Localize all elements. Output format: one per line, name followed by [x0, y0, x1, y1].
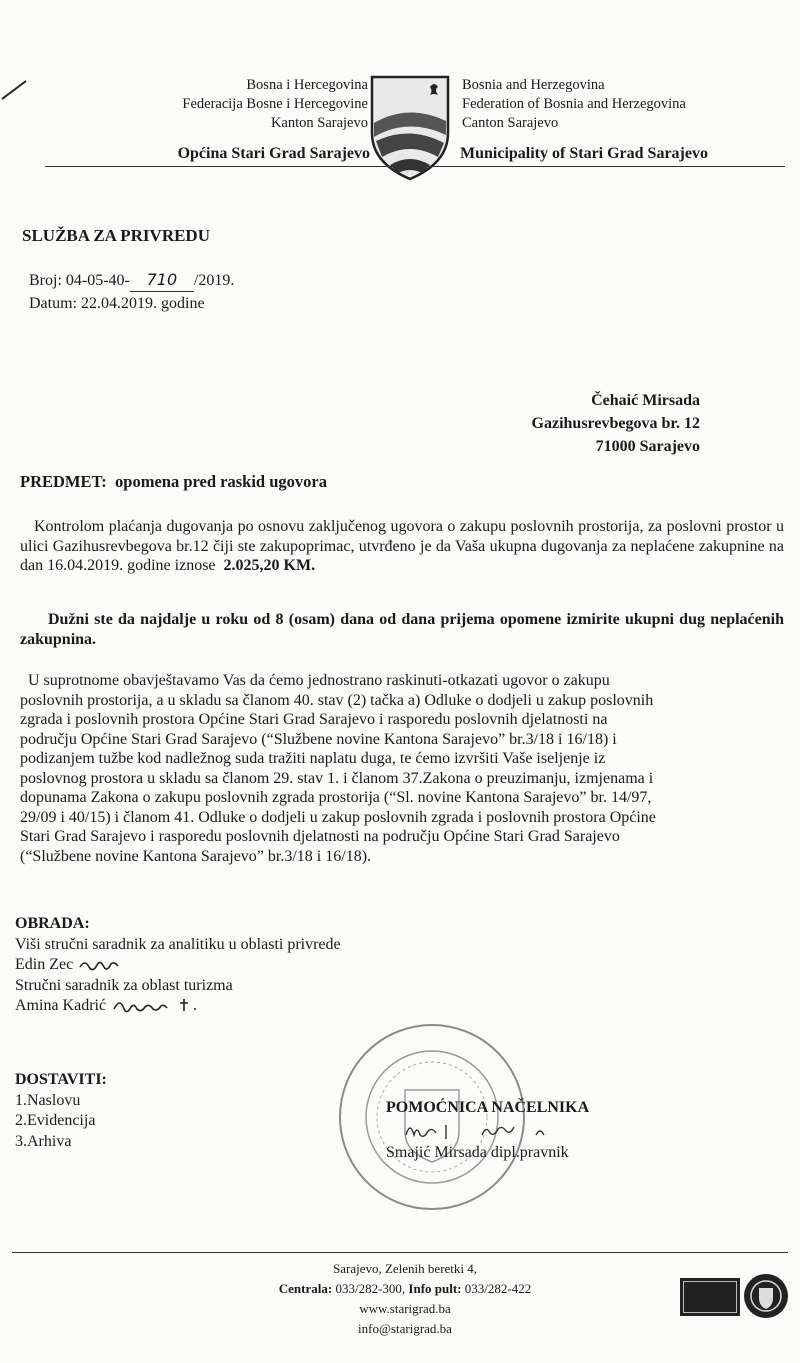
subject-label: PREDMET: [20, 472, 107, 491]
signatory-handwritten-signature [386, 1119, 596, 1141]
header-right-line: Canton Sarajevo [462, 115, 559, 131]
document-meta [29, 268, 234, 315]
signature-block [386, 1097, 596, 1164]
info-number: 033/282-422 [464, 1281, 532, 1296]
header-left-block [182, 76, 368, 133]
department-title: SLUŽBA ZA PRIVREDU [22, 226, 210, 245]
municipality-title-local: Općina Stari Grad Sarajevo [177, 145, 370, 162]
signatory-name: Smajić Mirsada dipl.pravnik [386, 1144, 569, 1161]
paragraph-line: zgrada i poslovnih prostora Općine Stari Grad Sarajevo i rasporedu poslovnih djelatnosti na [20, 711, 608, 728]
debt-amount: 2.025,20 KM. [223, 557, 316, 574]
paragraph-line: (“Službene novine Kantona Sarajevo” br.3/18 i 16/18). [20, 847, 372, 865]
footer-contacts [240, 1259, 570, 1339]
paragraph-line: Stari Grad Sarajevo i rasporedu poslovnih djelatnosti na području Općine Stari Grad Sarajevo [20, 828, 620, 845]
paragraph-debt-statement [20, 517, 784, 576]
prepared-by-title: OBRADA: [15, 915, 90, 932]
header-divider [45, 166, 785, 167]
footer-website: www.starigrad.ba [359, 1301, 451, 1316]
preparer-name: Edin Zec [15, 956, 74, 973]
header-right-line: Bosnia and Herzegovina [462, 77, 605, 93]
header-right-line: Federation of Bosnia and Herzegovina [462, 96, 686, 112]
prepared-by-block [15, 914, 341, 1017]
paragraph-line: U suprotnome obavještavamo Vas da ćemo jednostrano raskinuti-otkazati ugovor o zakupu [28, 672, 610, 689]
header-left-line: Federacija Bosne i Hercegovine [182, 96, 368, 112]
reference-number [29, 268, 234, 292]
distribution-item: 3.Arhiva [15, 1132, 72, 1150]
prepared-by-line [15, 955, 341, 976]
distribution-block [15, 1070, 107, 1152]
header-right-block [462, 76, 686, 133]
paragraph-line: poslovnog prostora u skladu sa članom 29. stav 1. i članom 37.Zakona o preuzimanju, izmjenama i [20, 769, 654, 787]
recipient-street: Gazihusrevbegova br. 12 [531, 415, 700, 432]
handwritten-initials [77, 958, 121, 972]
prepared-by-line: Stručni saradnik za oblast turizma [15, 976, 233, 994]
subject-line [20, 472, 327, 492]
paragraph-line: podizanjem tužbe kod nadležnog suda tražiti naplatu duga, te ćemo izvršiti Vaše iseljenje iz [20, 750, 606, 767]
distribution-item: 2.Evidencija [15, 1112, 96, 1129]
distribution-title: DOSTAVITI: [15, 1071, 107, 1088]
paragraph-line: dopunama Zakona o zakupu poslovnih zgrada prostorija (“Sl. novine Kantona Sarajevo” br. 14/97, [20, 789, 652, 806]
paragraph-debt-text: Kontrolom plaćanja dugovanja po osnovu zaključenog ugovora o zakupu poslovnih prostorija, za poslovni prostor u ulici Gazihusrevbegova br.12 čiji ste zakupoprimac, utvrđeno je da Vaša ukupna dugovanja za neplaćene zakupnine na dan 16.04.2019. godine iznose [20, 518, 784, 574]
paragraph-line: području Općine Stari Grad Sarajevo (“Službene novine Kantona Sarajevo” br.3/18 i 16/18) i [20, 730, 617, 748]
paragraph-line: 29/09 i 40/15) i članom 41. Odluke o dodjeli u zakup poslovnih zgrada i poslovnih prostora Općine [20, 808, 656, 826]
subject-text: opomena pred raskid ugovora [115, 472, 327, 491]
signatory-title: POMOĆNICA NAČELNIKA [386, 1099, 590, 1116]
footer-address: Sarajevo, Zelenih beretki 4, [332, 1261, 478, 1276]
municipality-title-english: Municipality of Stari Grad Sarajevo [460, 145, 708, 162]
recipient-address [500, 389, 700, 458]
footer-phones [240, 1279, 570, 1299]
info-label: Info pult: [408, 1281, 462, 1296]
distribution-item: 1.Naslovu [15, 1091, 81, 1109]
centrala-number: 033/282-300, [335, 1281, 406, 1296]
reference-prefix: Broj: 04-05-40- [29, 272, 130, 289]
footer-divider [12, 1252, 788, 1253]
recipient-city: 71000 Sarajevo [595, 438, 700, 455]
reference-suffix: /2019. [193, 272, 235, 289]
paragraph-consequences [20, 671, 784, 866]
certification-seal-icon [742, 1272, 790, 1320]
prepared-by-line: Viši stručni saradnik za analitiku u oblasti privrede [15, 935, 341, 953]
paragraph-line: poslovnih prostorija, a u skladu sa članom 40. stav (2) tačka a) Odluke o dodjeli u zakup poslovnih [20, 691, 654, 709]
coat-of-arms-logo [368, 73, 452, 181]
reference-handwritten: 710 [130, 268, 194, 292]
footer-email: info@starigrad.ba [358, 1321, 452, 1336]
certification-badge-left [680, 1278, 740, 1316]
centrala-label: Centrala: [278, 1281, 333, 1296]
corner-pen-mark [0, 75, 30, 105]
preparer-name: Amina Kadrić [15, 997, 107, 1014]
header-left-line: Kanton Sarajevo [270, 115, 368, 131]
handwritten-signature [110, 997, 200, 1015]
prepared-by-line [15, 996, 341, 1017]
header-left-line: Bosna i Hercegovina [246, 77, 368, 93]
document-date: Datum: 22.04.2019. godine [29, 295, 205, 312]
recipient-name: Čehaić Mirsada [591, 392, 700, 409]
paragraph-deadline: Dužni ste da najdalje u roku od 8 (osam) dana od dana prijema opomene izmirite ukupni dug neplaćenih zakupnina. [20, 611, 784, 648]
